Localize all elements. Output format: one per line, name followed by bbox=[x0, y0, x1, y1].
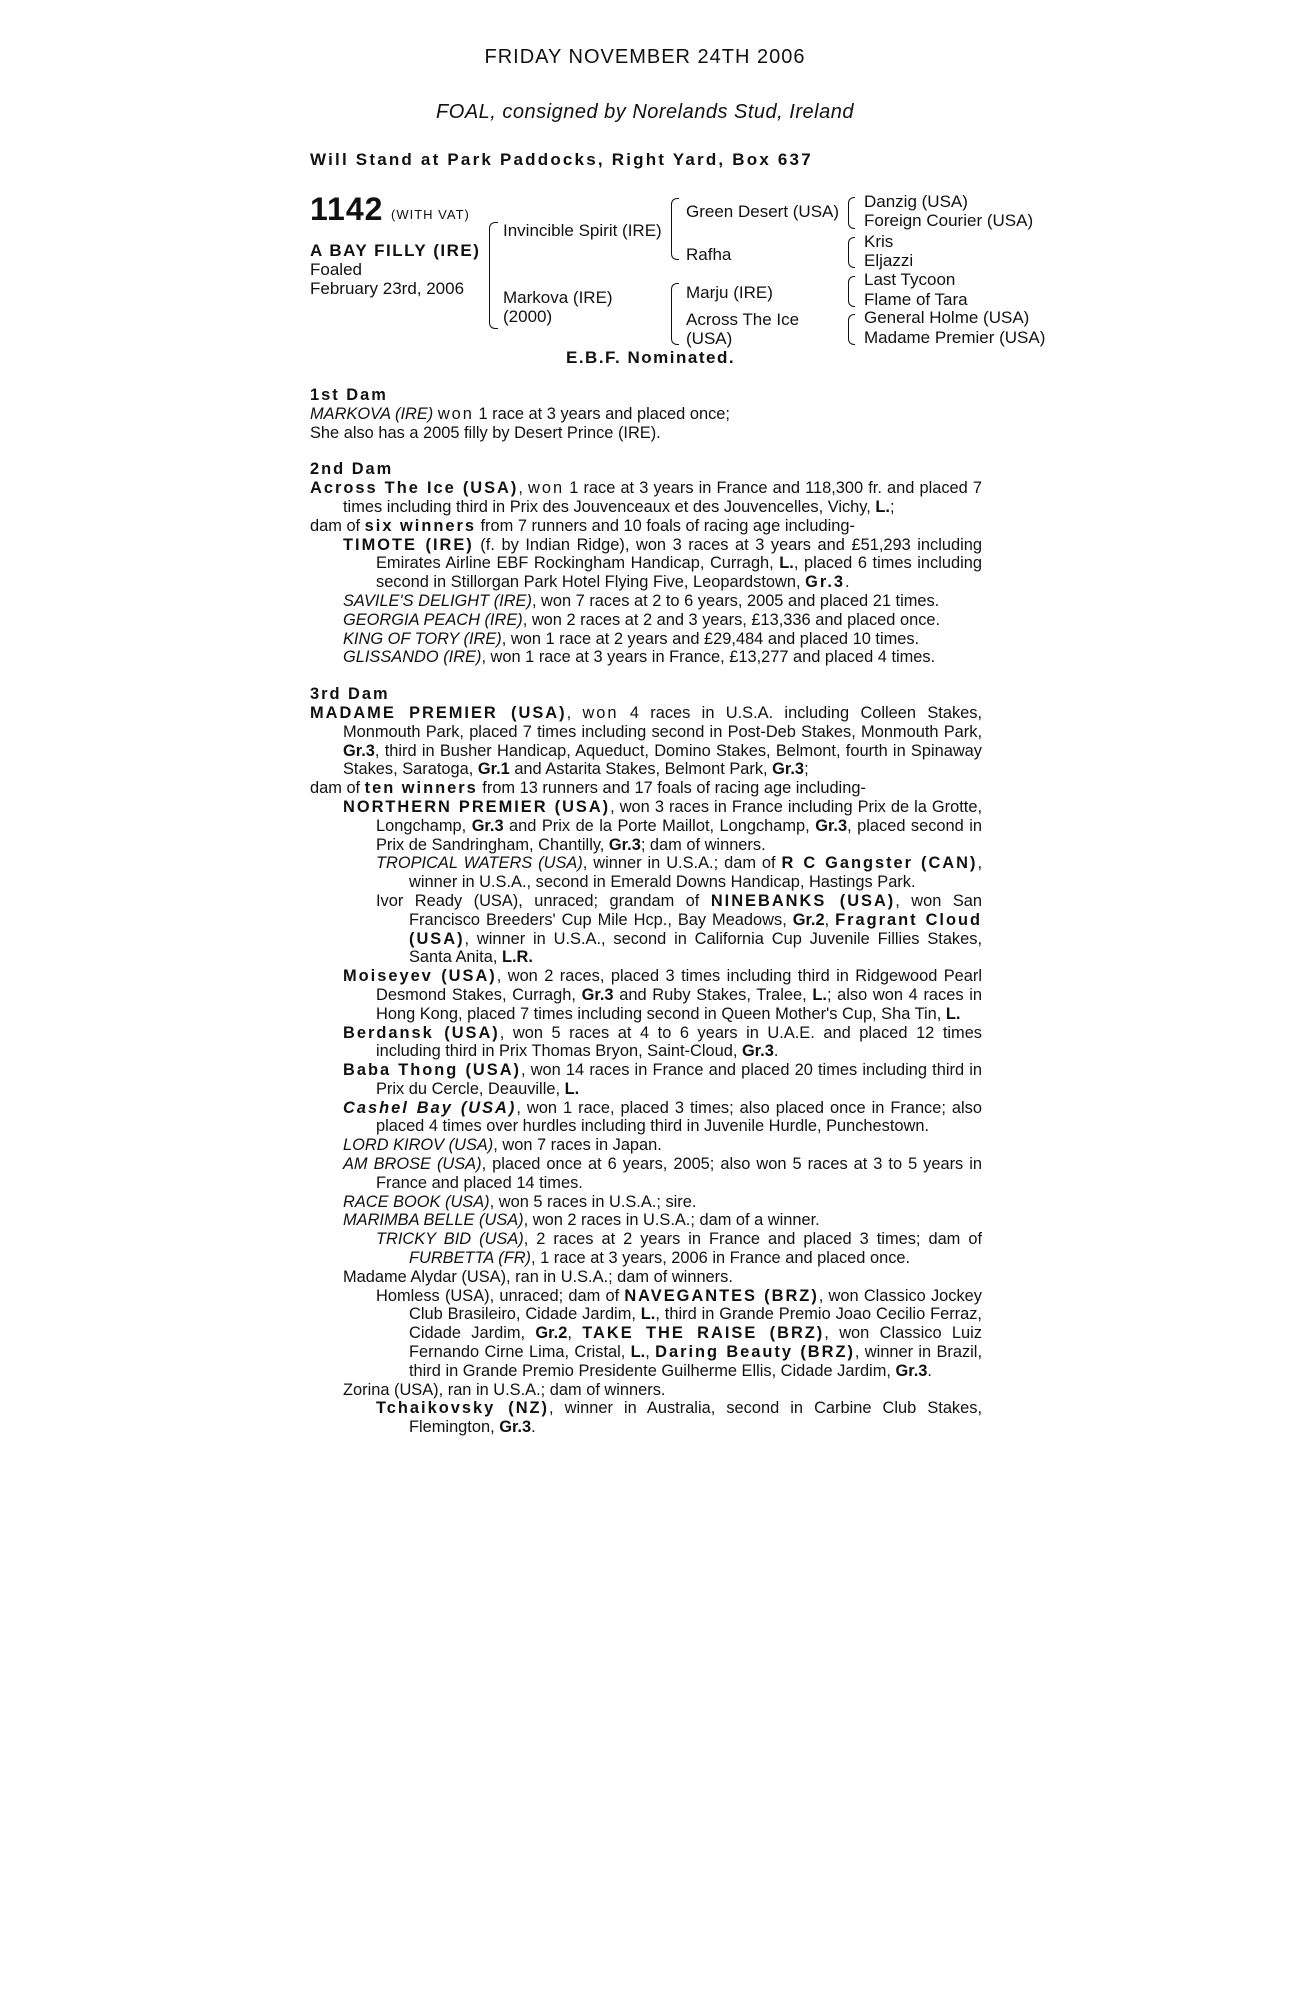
produce-entry: TIMOTE (IRE) (f. by Indian Ridge), won 3 races at 3 years and £51,293 including Emirates Airline EBF Rockingham Handicap, Curragh, L., placed 6 times including second in Stillorgan Park Hotel Flying Five, Leopardstown, Gr.3. bbox=[343, 535, 982, 592]
produce-entry: NORTHERN PREMIER (USA), won 3 races in France including Prix de la Grotte, Longchamp, Gr.3 and Prix de la Porte Maillot, Longchamp, Gr.3, placed second in Prix de Sandringham, Chantilly, Gr.3; dam of winners. bbox=[343, 797, 982, 854]
produce-entry: Madame Alydar (USA), ran in U.S.A.; dam of winners. bbox=[343, 1267, 733, 1286]
ggparent-8: Madame Premier (USA) bbox=[864, 328, 1046, 347]
produce-entry: AM BROSE (USA), placed once at 6 years, 2005; also won 5 races at 3 to 5 years in France and placed 14 times. bbox=[343, 1155, 982, 1192]
brace-g1 bbox=[848, 197, 855, 229]
produce-entry: Berdansk (USA), won 5 races at 4 to 6 years in U.A.E. and placed 12 times including third in Prix Thomas Bryon, Saint-Cloud, Gr.3. bbox=[343, 1023, 983, 1061]
produce-entry: TRICKY BID (USA), 2 races at 2 years in France and placed 3 times; dam of FURBETTA (FR), 1 race at 3 years, 2006 in France and placed once. bbox=[376, 1230, 982, 1268]
produce-entry: Ivor Ready (USA), unraced; grandam of NINEBANKS (USA), won San Francisco Breeders' Cup Mile Hcp., Bay Meadows, Gr.2, Fragrant Cloud (USA), winner in U.S.A., second in California Cup Juvenile Fillies Stakes, Santa Anita, L.R. bbox=[376, 891, 982, 967]
ggparent-1: Danzig (USA) bbox=[864, 192, 968, 211]
dam-dam-country: (USA) bbox=[686, 329, 733, 348]
produce-entry: GEORGIA PEACH (IRE), won 2 races at 2 and 3 years, £13,336 and placed once. bbox=[343, 610, 941, 629]
second-dam-record: Across The Ice (USA), won 1 race at 3 years in France and 118,300 fr. and placed 7 times including third in Prix des Jouvenceaux et des Jouvencelles, Vichy, L.; bbox=[310, 479, 982, 516]
foaled-label: Foaled bbox=[310, 260, 362, 279]
produce-entry: LORD KIROV (USA), won 7 races in Japan. bbox=[343, 1136, 662, 1155]
first-dam-produce: She also has a 2005 filly by Desert Prince (IRE). bbox=[310, 423, 661, 442]
ggparent-6: Flame of Tara bbox=[864, 290, 968, 309]
third-dam-record: MADAME PREMIER (USA), won 4 races in U.S.A. including Colleen Stakes, Monmouth Park, placed 7 times including second in Post-Deb Stakes, Monmouth Park, Gr.3, third in Busher Handicap, Aqueduct, Domino Stakes, Belmont, fourth in Spinaway Stakes, Saratoga, Gr.1 and Astarita Stakes, Belmont Park, Gr.3; bbox=[310, 703, 983, 779]
ggparent-7: General Holme (USA) bbox=[864, 308, 1030, 327]
ggparent-4: Eljazzi bbox=[864, 251, 914, 270]
produce-entry: SAVILE'S DELIGHT (IRE), won 7 races at 2 to 6 years, 2005 and placed 21 times. bbox=[343, 591, 940, 610]
produce-entry: Tchaikovsky (NZ), winner in Australia, second in Carbine Club Stakes, Flemington, Gr.3. bbox=[376, 1399, 982, 1437]
produce-entry: TROPICAL WATERS (USA), winner in U.S.A.; dam of R C Gangster (CAN), winner in U.S.A., second in Emerald Downs Handicap, Hastings Park. bbox=[376, 854, 982, 892]
lot-name: A BAY FILLY (IRE) bbox=[310, 241, 481, 260]
produce-entry: MARIMBA BELLE (USA), won 2 races in U.S.A.; dam of a winner. bbox=[343, 1211, 820, 1230]
ebf-nomination: E.B.F. Nominated. bbox=[566, 348, 736, 367]
ggparent-3: Kris bbox=[864, 232, 894, 251]
third-dam-produce-summary: dam of ten winners from 13 runners and 17 foals of racing age including- bbox=[310, 779, 866, 798]
brace-sire-line bbox=[671, 198, 679, 260]
produce-entry: GLISSANDO (IRE), won 1 race at 3 years in France, £13,277 and placed 4 times. bbox=[343, 648, 936, 667]
second-dam-heading: 2nd Dam bbox=[310, 460, 394, 479]
catalogue-entry bbox=[310, 386, 982, 1437]
brace-g3 bbox=[848, 276, 855, 307]
lot-number: 1142 bbox=[310, 191, 384, 227]
produce-entry: Moiseyev (USA), won 2 races, placed 3 times including third in Ridgewood Pearl Desmond Stakes, Curragh, Gr.3 and Ruby Stakes, Tralee, L.; also won 4 races in Hong Kong, placed 7 times including second in Queen Mother's Cup, Sha Tin, L. bbox=[343, 967, 982, 1023]
horse-name: MADAME PREMIER (USA) bbox=[310, 703, 567, 722]
first-dam-heading: 1st Dam bbox=[310, 386, 388, 404]
produce-entry: Cashel Bay (USA), won 1 race, placed 3 times; also placed once in France; also placed 4 times over hurdles including third in Juvenile Hurdle, Punchestown. bbox=[343, 1098, 982, 1136]
brace-g2 bbox=[848, 237, 855, 268]
consignment-line: FOAL, consigned by Norelands Stud, Ireland bbox=[436, 101, 854, 123]
sire-dam: Rafha bbox=[686, 245, 732, 264]
produce-entry: Homless (USA), unraced; dam of NAVEGANTES (BRZ), won Classico Jockey Club Brasileiro, Cidade Jardim, L., third in Grande Premio Joao Cecilio Ferraz, Cidade Jardim, Gr.2, TAKE THE RAISE (BRZ), won Classico Luiz Fernando Cirne Lima, Cristal, L., Daring Beauty (BRZ), winner in Brazil, third in Grande Premio Presidente Guilherme Ellis, Cidade Jardim, Gr.3. bbox=[376, 1286, 983, 1380]
ggparent-5: Last Tycoon bbox=[864, 270, 956, 289]
brace-dam-line bbox=[671, 283, 679, 345]
horse-name: Across The Ice (USA) bbox=[310, 479, 519, 498]
dam-sire: Marju (IRE) bbox=[686, 283, 773, 302]
third-dam-heading: 3rd Dam bbox=[310, 685, 390, 704]
produce-entry: Baba Thong (USA), won 14 races in France and placed 20 times including third in Prix du Cercle, Deauville, L. bbox=[343, 1061, 982, 1098]
sale-date: FRIDAY NOVEMBER 24TH 2006 bbox=[484, 46, 806, 68]
dam-dam: Across The Ice bbox=[686, 310, 800, 329]
first-dam-record: MARKOVA (IRE) won 1 race at 3 years and placed once; bbox=[310, 404, 730, 423]
sire: Invincible Spirit (IRE) bbox=[503, 221, 662, 240]
sire-sire: Green Desert (USA) bbox=[686, 202, 840, 221]
produce-entry: KING OF TORY (IRE), won 1 race at 2 years and £29,484 and placed 10 times. bbox=[343, 629, 920, 648]
second-dam-produce-summary: dam of six winners from 7 runners and 10 foals of racing age including- bbox=[310, 516, 855, 535]
brace-g4 bbox=[848, 314, 855, 345]
stable-location: Will Stand at Park Paddocks, Right Yard, Box 637 bbox=[310, 150, 813, 169]
horse-name: MARKOVA (IRE) bbox=[310, 404, 434, 423]
vat-note: (WITH VAT) bbox=[391, 207, 470, 222]
brace-parents bbox=[489, 222, 498, 329]
produce-entry: RACE BOOK (USA), won 5 races in U.S.A.; sire. bbox=[343, 1192, 697, 1211]
ggparent-2: Foreign Courier (USA) bbox=[864, 211, 1034, 230]
produce-entry: Zorina (USA), ran in U.S.A.; dam of winners. bbox=[343, 1380, 666, 1399]
dam-year: (2000) bbox=[503, 307, 553, 326]
dam: Markova (IRE) bbox=[503, 288, 613, 307]
foaled-date: February 23rd, 2006 bbox=[310, 279, 465, 298]
